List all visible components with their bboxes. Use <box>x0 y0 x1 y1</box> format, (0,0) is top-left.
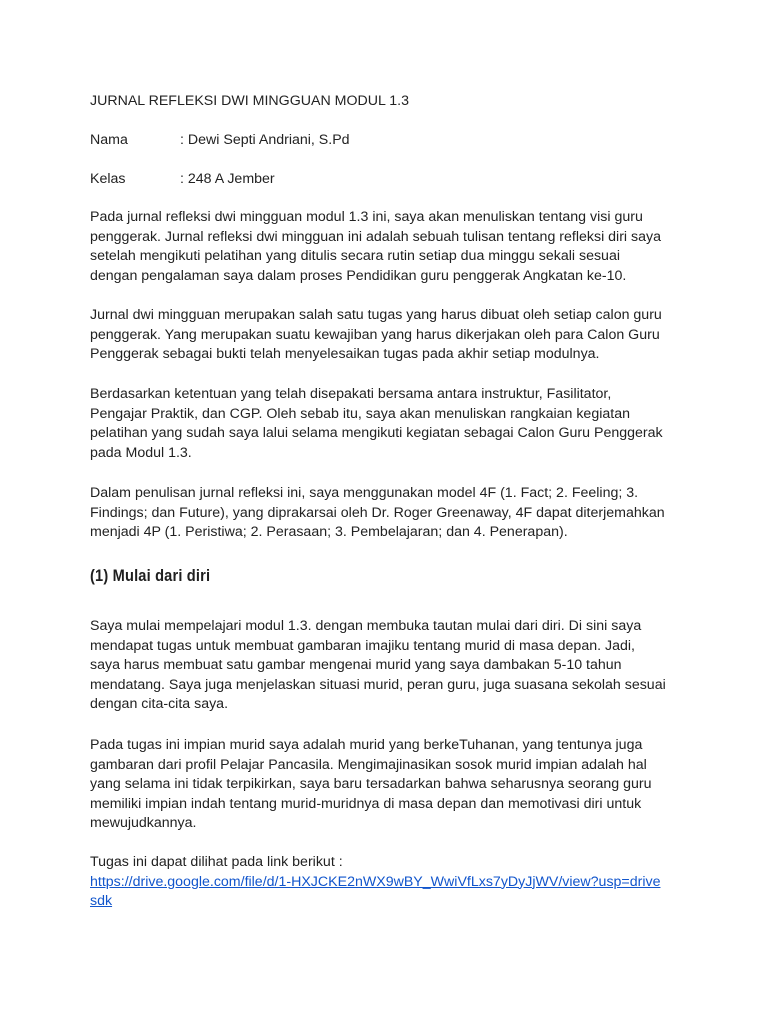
paragraph-line: Pengajar Praktik, dan CGP. Oleh sebab itu, saya akan menuliskan rangkaian kegiatan <box>90 405 630 422</box>
document-title: JURNAL REFLEKSI DWI MINGGUAN MODUL 1.3 <box>90 93 410 109</box>
paragraph-line: Pada tugas ini impian murid saya adalah murid yang berkeTuhanan, yang tentunya juga <box>90 737 643 753</box>
drive-link[interactable] <box>90 873 690 893</box>
section-heading: (1) Mulai dari diri <box>90 566 211 585</box>
paragraph-line: mendapat tugas untuk membuat gambaran imajiku tentang murid di masa depan. Jadi, <box>90 637 635 654</box>
paragraph-line: setelah mengikuti pelatihan yang ditulis secara rutin setiap dua minggu sekali sesuai <box>90 248 620 265</box>
paragraph-line: memiliki impian indah tentang murid-muridnya di masa depan dan memotivasi diri untuk <box>90 795 642 812</box>
paragraph-line: mendatang. Saya juga menjelaskan situasi murid, peran guru, juga suasana sekolah sesuai <box>90 676 666 693</box>
paragraph-line: dengan pengalaman saya dalam proses Pendidikan guru penggerak Angkatan ke-10. <box>90 267 627 284</box>
field-label: Kelas <box>90 171 126 187</box>
paragraph-line: penggerak. Jurnal refleksi dwi mingguan ini adalah sebuah tulisan tentang refleksi diri saya <box>90 228 661 245</box>
field-nama <box>90 131 350 151</box>
drive-link-continued[interactable] <box>90 892 690 912</box>
paragraph-line: Saya mulai mempelajari modul 1.3. dengan membuka tautan mulai dari diri. Di sini saya <box>90 618 642 634</box>
paragraph-line: yang selama ini tidak terpikirkan, saya baru tersadarkan bahwa seharusnya seorang guru <box>90 776 652 793</box>
paragraph-line: pelatihan yang sudah saya lalui selama mengikuti kegiatan sebagai Calon Guru Penggerak <box>90 425 663 442</box>
paragraph-line: Pada jurnal refleksi dwi mingguan modul 1.3 ini, saya akan menuliskan tentang visi guru <box>90 209 643 225</box>
paragraph-line: Penggerak sebagai bukti telah menyelesaikan tugas pada akhir setiap modulnya. <box>90 346 600 363</box>
field-kelas <box>90 170 275 190</box>
paragraph-intro-2 <box>90 306 690 365</box>
paragraph-line: menjadi 4P (1. Peristiwa; 2. Perasaan; 3. Pembelajaran; dan 4. Penerapan). <box>90 524 568 541</box>
field-label: Nama <box>90 132 128 148</box>
paragraph-line: Berdasarkan ketentuan yang telah disepakati bersama antara instruktur, Fasilitator, <box>90 386 612 402</box>
paragraph-intro-4 <box>90 484 690 543</box>
drive-link-line-2[interactable]: sdk <box>90 893 113 910</box>
paragraph-line: Jurnal dwi mingguan merupakan salah satu tugas yang harus dibuat oleh setiap calon guru <box>90 307 662 323</box>
link-intro-text: Tugas ini dapat dilihat pada link berikut : <box>90 854 343 870</box>
paragraph-line: mewujudkannya. <box>90 815 197 832</box>
paragraph-line: dengan cita-cita saya. <box>90 696 229 713</box>
paragraph-line: penggerak. Yang merupakan suatu kewajiban yang harus dikerjakan oleh para Calon Guru <box>90 326 660 343</box>
paragraph-line: pada Modul 1.3. <box>90 444 192 461</box>
paragraph-line: Dalam penulisan jurnal refleksi ini, saya menggunakan model 4F (1. Fact; 2. Feeling; 3. <box>90 485 639 501</box>
paragraph-line: saya harus membuat satu gambar mengenai murid yang saya dambakan 5-10 tahun <box>90 657 622 674</box>
paragraph-section-2 <box>90 736 690 834</box>
field-value: : Dewi Septi Andriani, S.Pd <box>180 132 350 148</box>
paragraph-line: gambaran dari profil Pelajar Pancasila. Mengimajinasikan sosok murid impian adalah hal <box>90 756 647 773</box>
paragraph-line: Findings; dan Future), yang diprakarsai oleh Dr. Roger Greenaway, 4F dapat diterjemahkan <box>90 504 665 521</box>
paragraph-section-1 <box>90 617 690 715</box>
field-value: : 248 A Jember <box>180 171 275 187</box>
drive-link-line-1[interactable]: https://drive.google.com/file/d/1-HXJCKE2nWX9wBY_WwiVfLxs7yDyJjWV/view?usp=drive <box>90 873 661 890</box>
link-paragraph <box>90 853 690 912</box>
paragraph-intro-1 <box>90 208 690 286</box>
paragraph-intro-3 <box>90 385 690 463</box>
